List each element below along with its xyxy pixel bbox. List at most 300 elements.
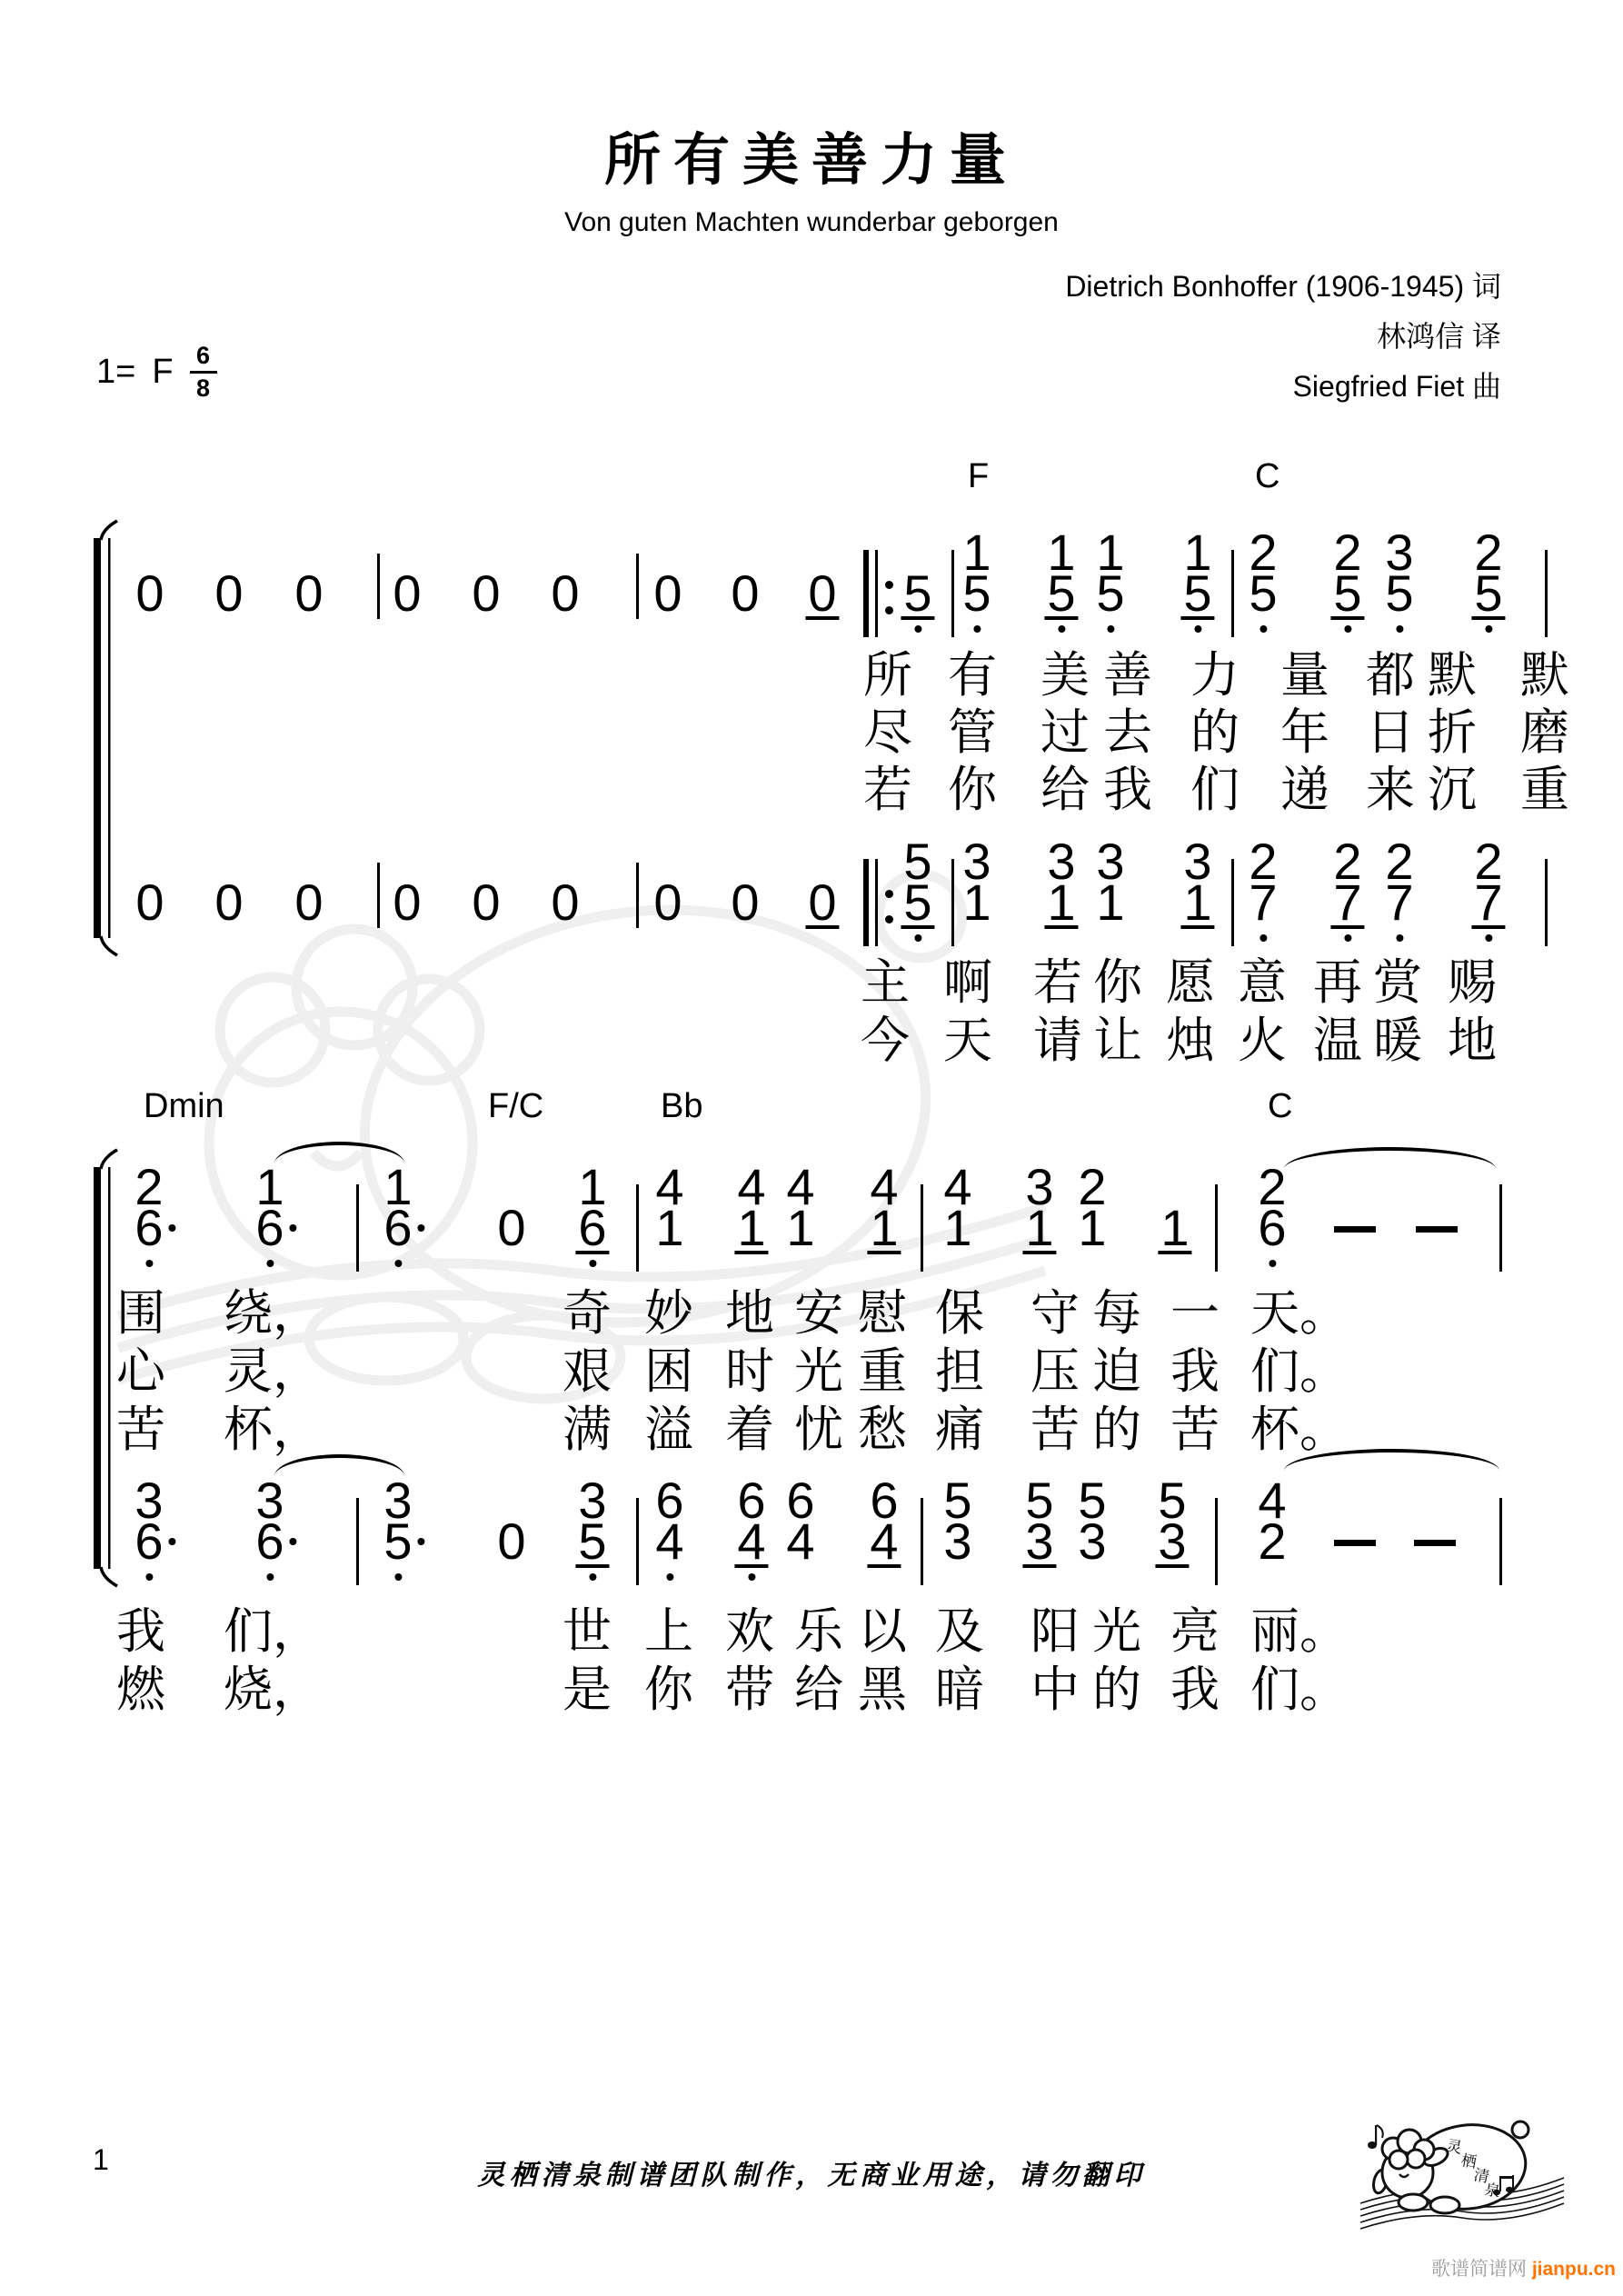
note [783,1472,817,1570]
note [575,1158,609,1256]
upper-voice-digit: 4 [786,1158,815,1215]
lyric-char: 让 [1093,1013,1142,1068]
main-digit: 3 [1022,1521,1056,1568]
svg-text:灵: 灵 [1445,2137,1464,2157]
main-digit: 1 [655,1199,684,1256]
main-digit: 0 [135,873,164,931]
main-digit: 5 [575,1521,609,1568]
repeat-dot [885,606,893,614]
barline [377,554,380,619]
lyric-char: 啊 [943,955,992,1010]
end-barline [1545,859,1548,946]
low-octave-dot [1058,625,1065,633]
key-note: F [152,353,174,391]
upper-voice-digit: 2 [1249,524,1278,581]
rest-note [469,841,503,931]
note [783,1158,817,1256]
note [1471,833,1505,931]
low-octave-dot [394,1260,402,1267]
low-octave-dot [914,934,921,942]
lyric-char: 烧， [224,1662,322,1717]
main-digit: 0 [653,873,682,931]
lyric-char: 若 [1033,955,1082,1010]
repeat-sign-thick-bar [863,550,869,637]
low-octave-dot [589,1260,596,1267]
lyric-char: 愿 [1166,955,1215,1010]
chord-label: F [968,457,990,495]
rest-note [548,532,582,622]
translator-credit: 林鸿信 译 [1377,320,1501,353]
main-digit: 5 [901,882,934,929]
lyric-char: 慰 [858,1286,907,1341]
main-digit: 1 [1022,1207,1056,1254]
lyric-char: 磨 [1520,705,1569,760]
lyric-char: 重 [858,1344,907,1399]
rest-note [390,532,423,622]
main-digit: 0 [214,564,244,622]
lyric-char: 所 [863,648,912,703]
lyric-char: 满 [563,1403,612,1457]
main-digit: 3 [1155,1521,1189,1568]
main-digit: 0 [214,873,244,931]
low-octave-dot [1485,934,1492,942]
note [1255,1158,1289,1256]
upper-voice-digit: 5 [1025,1472,1054,1529]
main-digit: 5 [1330,573,1364,620]
repeat-dot [885,890,893,898]
site-name-url: jianpu.cn [1531,2259,1616,2280]
main-digit: 0 [393,873,422,931]
upper-voice-digit: 1 [383,1158,413,1215]
lyric-char: 是 [563,1662,612,1717]
lyric-char: 乐 [794,1604,843,1659]
main-digit: 6 [1258,1199,1287,1256]
note [652,1472,686,1570]
note [960,524,993,622]
lyric-char: 力 [1190,648,1240,703]
upper-voice-digit: 3 [578,1472,607,1529]
main-digit: 1 [1044,882,1078,929]
main-digit: 0 [805,573,839,620]
rest-note [728,841,762,931]
upper-voice-digit: 1 [1183,524,1212,581]
low-octave-dot [394,1573,402,1581]
song-subtitle: Von guten Machten wunderbar geborgen [564,207,1059,237]
upper-voice-digit: 3 [1183,833,1212,890]
main-digit: 4 [786,1512,815,1570]
main-digit: 5 [1249,564,1278,622]
main-digit: 0 [551,873,580,931]
upper-voice-digit: 3 [1047,833,1076,890]
barline [951,550,954,637]
barline [951,859,954,946]
main-digit: 5 [901,573,934,620]
lyric-char: 暗 [935,1662,984,1717]
lyric-char: 火 [1238,1013,1287,1068]
note [132,1158,165,1256]
note [901,532,934,620]
low-octave-dot [1396,625,1403,633]
upper-voice-digit: 2 [1385,833,1414,890]
lyric-char: 年 [1280,705,1329,760]
low-octave-dot [1260,934,1267,942]
note [941,1472,974,1570]
lyric-char: 烛 [1166,1013,1215,1068]
lyric-char: 亮 [1170,1604,1220,1659]
lyric-char: 默 [1520,648,1569,703]
barline [921,1184,923,1272]
lyric-char: 艰 [563,1344,612,1399]
lyric-char: 天。 [1250,1286,1349,1341]
rest-note [390,841,423,931]
main-digit: 1 [786,1199,815,1256]
rest-note [469,532,503,622]
low-octave-dot [1396,934,1403,942]
rest-note [728,532,762,622]
lyric-char: 们。 [1250,1662,1349,1717]
main-digit: 4 [867,1521,901,1568]
lyric-char: 燃 [116,1662,165,1717]
lyric-char: 奇 [563,1286,612,1341]
upper-voice-digit: 4 [737,1158,766,1215]
main-digit: 5 [1180,573,1214,620]
main-digit: 7 [1330,882,1364,929]
main-digit: 5 [1385,564,1414,622]
upper-voice-digit: 6 [655,1472,684,1529]
rest-note [548,841,582,931]
lyric-char: 担 [935,1344,984,1399]
main-digit: 0 [653,564,682,622]
upper-voice-digit: 2 [1474,524,1503,581]
main-digit: 7 [1471,882,1505,929]
lyric-char: 苦 [1031,1403,1080,1457]
barline [1231,550,1234,637]
barline [636,863,639,928]
note [867,1472,901,1570]
lyric-char: 每 [1092,1286,1141,1341]
note [1022,1472,1056,1570]
lyric-char: 意 [1238,955,1287,1010]
note [1022,1158,1056,1256]
lyric-char: 上 [644,1604,693,1659]
note [1044,833,1078,931]
chord-label: Dmin [144,1087,224,1125]
svg-text:清: 清 [1472,2166,1491,2186]
upper-voice-digit: 1 [1047,524,1076,581]
low-octave-dot [1269,1260,1276,1267]
held-note-dash [1414,1540,1456,1546]
tie-slur-arc [1284,1147,1496,1169]
low-octave-dot [1194,625,1201,633]
note [253,1472,286,1570]
main-digit: 0 [294,873,324,931]
lyric-char: 有 [948,648,997,703]
held-note-dash [1416,1226,1458,1233]
barline [356,1184,359,1272]
lyric-char: 黑 [858,1662,907,1717]
main-digit: 6 [134,1512,164,1570]
lyric-char: 再 [1313,955,1362,1010]
page-number: 1 [93,2143,109,2176]
lyric-char: 主 [861,955,910,1010]
upper-voice-digit: 1 [1096,524,1125,581]
lyric-char: 灵， [224,1344,322,1399]
upper-voice-digit: 3 [1025,1158,1054,1215]
rest-note [651,841,684,931]
main-digit: 5 [1471,573,1505,620]
rest-note [805,532,839,620]
rest-note [494,1480,528,1570]
rest-note [651,532,684,622]
upper-voice-digit: 6 [786,1472,815,1529]
lyric-char: 的 [1190,705,1240,760]
upper-voice-digit: 5 [903,833,932,890]
main-digit: 0 [551,564,580,622]
lyric-char: 中 [1031,1662,1080,1717]
lyric-char: 若 [863,763,912,817]
lyric-char: 以 [858,1604,907,1659]
note [1075,1472,1109,1570]
main-digit: 1 [1096,873,1125,931]
lyric-char: 及 [935,1604,984,1659]
lyric-char: 欢 [725,1604,774,1659]
lyric-char: 温 [1313,1013,1362,1068]
low-octave-dot [1344,625,1351,633]
low-octave-dot [914,625,921,633]
system-bracket [70,518,143,958]
barline [636,554,639,619]
upper-voice-digit: 4 [870,1158,899,1215]
main-digit: 2 [1258,1512,1287,1570]
site-name-cn: 歌谱简谱网 [1430,2259,1532,2280]
main-digit: 4 [734,1521,768,1568]
upper-voice-digit: 1 [578,1158,607,1215]
note [1093,524,1127,622]
note [1471,524,1505,622]
lyric-char: 天 [943,1013,992,1068]
note [960,833,993,931]
lyric-char: 来 [1366,763,1415,817]
lyric-char: 去 [1103,705,1152,760]
barline [636,1184,639,1272]
repeat-sign-thin-bar [875,550,878,637]
main-digit: 0 [294,564,324,622]
lyric-char: 迫 [1092,1344,1141,1399]
rest-note [212,841,245,931]
note [1155,1472,1189,1570]
chord-label: C [1268,1087,1293,1125]
lyric-char: 杯， [224,1403,322,1457]
lyric-char: 请 [1033,1013,1082,1068]
lyric-char: 美 [1041,648,1090,703]
note [1382,833,1416,931]
main-digit: 0 [731,564,760,622]
key-prefix: 1= [96,353,136,391]
sheep-logo-graphic [1359,2109,1572,2254]
note [1382,524,1416,622]
lyric-char: 们， [224,1604,322,1659]
main-digit: 6 [255,1512,284,1570]
lyric-char: 递 [1280,763,1329,817]
time-signature [190,344,217,401]
lyric-char: 过 [1041,705,1090,760]
main-digit: 6 [134,1199,164,1256]
note [901,833,934,931]
site-watermark [1431,2254,1616,2281]
note [381,1472,414,1570]
lyric-char: 默 [1428,648,1477,703]
lyric-char: 尽 [863,705,912,760]
upper-voice-digit: 2 [1078,1158,1107,1215]
repeat-dot [885,581,893,589]
lyric-char: 们 [1190,763,1240,817]
upper-voice-digit: 2 [134,1158,164,1215]
upper-voice-digit: 5 [943,1472,972,1529]
upper-voice-digit: 3 [255,1472,284,1529]
lyric-char: 日 [1366,705,1415,760]
low-octave-dot [1485,625,1492,633]
main-digit: 0 [497,1199,526,1256]
main-digit: 1 [1180,882,1214,929]
upper-voice-digit: 2 [1249,833,1278,890]
upper-voice-digit: 3 [134,1472,164,1529]
lyric-char: 给 [1041,763,1090,817]
lyric-char: 苦 [116,1403,165,1457]
lyric-char: 暖 [1373,1013,1422,1068]
meter-denominator: 8 [196,374,211,402]
lyric-char: 地 [725,1286,774,1341]
main-digit: 3 [1078,1512,1107,1570]
main-digit: 5 [383,1512,413,1570]
lyric-char: 重 [1520,763,1569,817]
lyric-char: 管 [948,705,997,760]
key-signature [96,344,217,401]
note [253,1158,286,1256]
chord-label: C [1255,457,1280,495]
lyric-char: 赐 [1448,955,1497,1010]
rest-note [292,532,325,622]
composer-credit: Siegfried Fiet 曲 [1292,370,1501,403]
meter-numerator: 6 [196,342,211,369]
main-digit: 6 [383,1199,413,1256]
main-digit: 5 [1096,564,1125,622]
upper-voice-digit: 5 [1158,1472,1187,1529]
rest-note [292,841,325,931]
lyric-char: 你 [948,763,997,817]
lyric-char: 地 [1448,1013,1497,1068]
lyric-char: 守 [1031,1286,1080,1341]
main-digit: 1 [1078,1199,1107,1256]
upper-voice-digit: 6 [870,1472,899,1529]
svg-text:泉: 泉 [1483,2181,1502,2201]
upper-voice-digit: 4 [655,1158,684,1215]
upper-voice-digit: 4 [943,1158,972,1215]
repeat-dot [885,915,893,923]
rest-note [133,841,166,931]
end-barline [1499,1184,1502,1272]
barline [1215,1498,1218,1585]
main-digit: 7 [1249,873,1278,931]
lyric-char: 一 [1170,1286,1220,1341]
upper-voice-digit: 5 [1078,1472,1107,1529]
main-digit: 1 [1158,1207,1191,1254]
song-title: 所有美善力量 [603,129,1019,192]
note [652,1158,686,1256]
note [1255,1472,1289,1570]
svg-text:栖: 栖 [1459,2151,1479,2171]
lyric-char: 困 [644,1344,693,1399]
low-octave-dot [589,1573,596,1581]
lyric-char: 光 [794,1344,843,1399]
lyric-char: 的 [1092,1662,1141,1717]
low-octave-dot [266,1573,274,1581]
note [1246,833,1279,931]
note [1246,524,1279,622]
main-digit: 6 [575,1207,609,1254]
barline [636,1498,639,1585]
lyric-char: 给 [794,1662,843,1717]
rest-note [805,841,839,929]
upper-voice-digit: 6 [737,1472,766,1529]
lyric-char: 光 [1092,1604,1141,1659]
upper-voice-digit: 1 [962,524,991,581]
barline [356,1498,359,1585]
lyric-char: 痛 [935,1403,984,1457]
low-octave-dot [973,625,981,633]
lyric-char: 阳 [1031,1604,1080,1659]
upper-voice-digit: 3 [383,1472,413,1529]
note [381,1158,414,1256]
upper-voice-digit: 3 [1385,524,1414,581]
low-octave-dot [666,1573,673,1581]
main-digit: 1 [943,1199,972,1256]
credits-block [1065,262,1501,412]
lyric-char: 我 [1170,1344,1220,1399]
rest-note [212,532,245,622]
chord-label: F/C [488,1087,544,1125]
note [1093,833,1127,931]
lyric-char: 杯。 [1250,1403,1349,1457]
note [734,1472,768,1570]
lyric-char: 带 [725,1662,774,1717]
note [1180,833,1214,931]
note [132,1472,165,1570]
lyric-char: 你 [1093,955,1142,1010]
lyric-char: 今 [861,1013,910,1068]
lyric-char: 世 [563,1604,612,1659]
lyric-char: 善 [1103,648,1152,703]
note [734,1158,768,1256]
upper-voice-digit: 2 [1333,833,1362,890]
main-digit: 0 [805,882,839,929]
rest-note [133,532,166,622]
barline [1215,1184,1218,1272]
main-digit: 0 [472,564,501,622]
low-octave-dot [748,1573,755,1581]
main-digit: 0 [731,873,760,931]
lyric-char: 们。 [1250,1344,1349,1399]
lyric-char: 压 [1031,1344,1080,1399]
lyric-char: 绕， [224,1286,322,1341]
lyric-char: 的 [1092,1403,1141,1457]
lyric-char: 溢 [644,1403,693,1457]
upper-voice-digit: 3 [1096,833,1125,890]
rest-note [494,1166,528,1256]
low-octave-dot [266,1260,274,1267]
lyric-char: 我 [116,1604,165,1659]
held-note-dash [1334,1540,1376,1546]
main-digit: 5 [962,564,991,622]
